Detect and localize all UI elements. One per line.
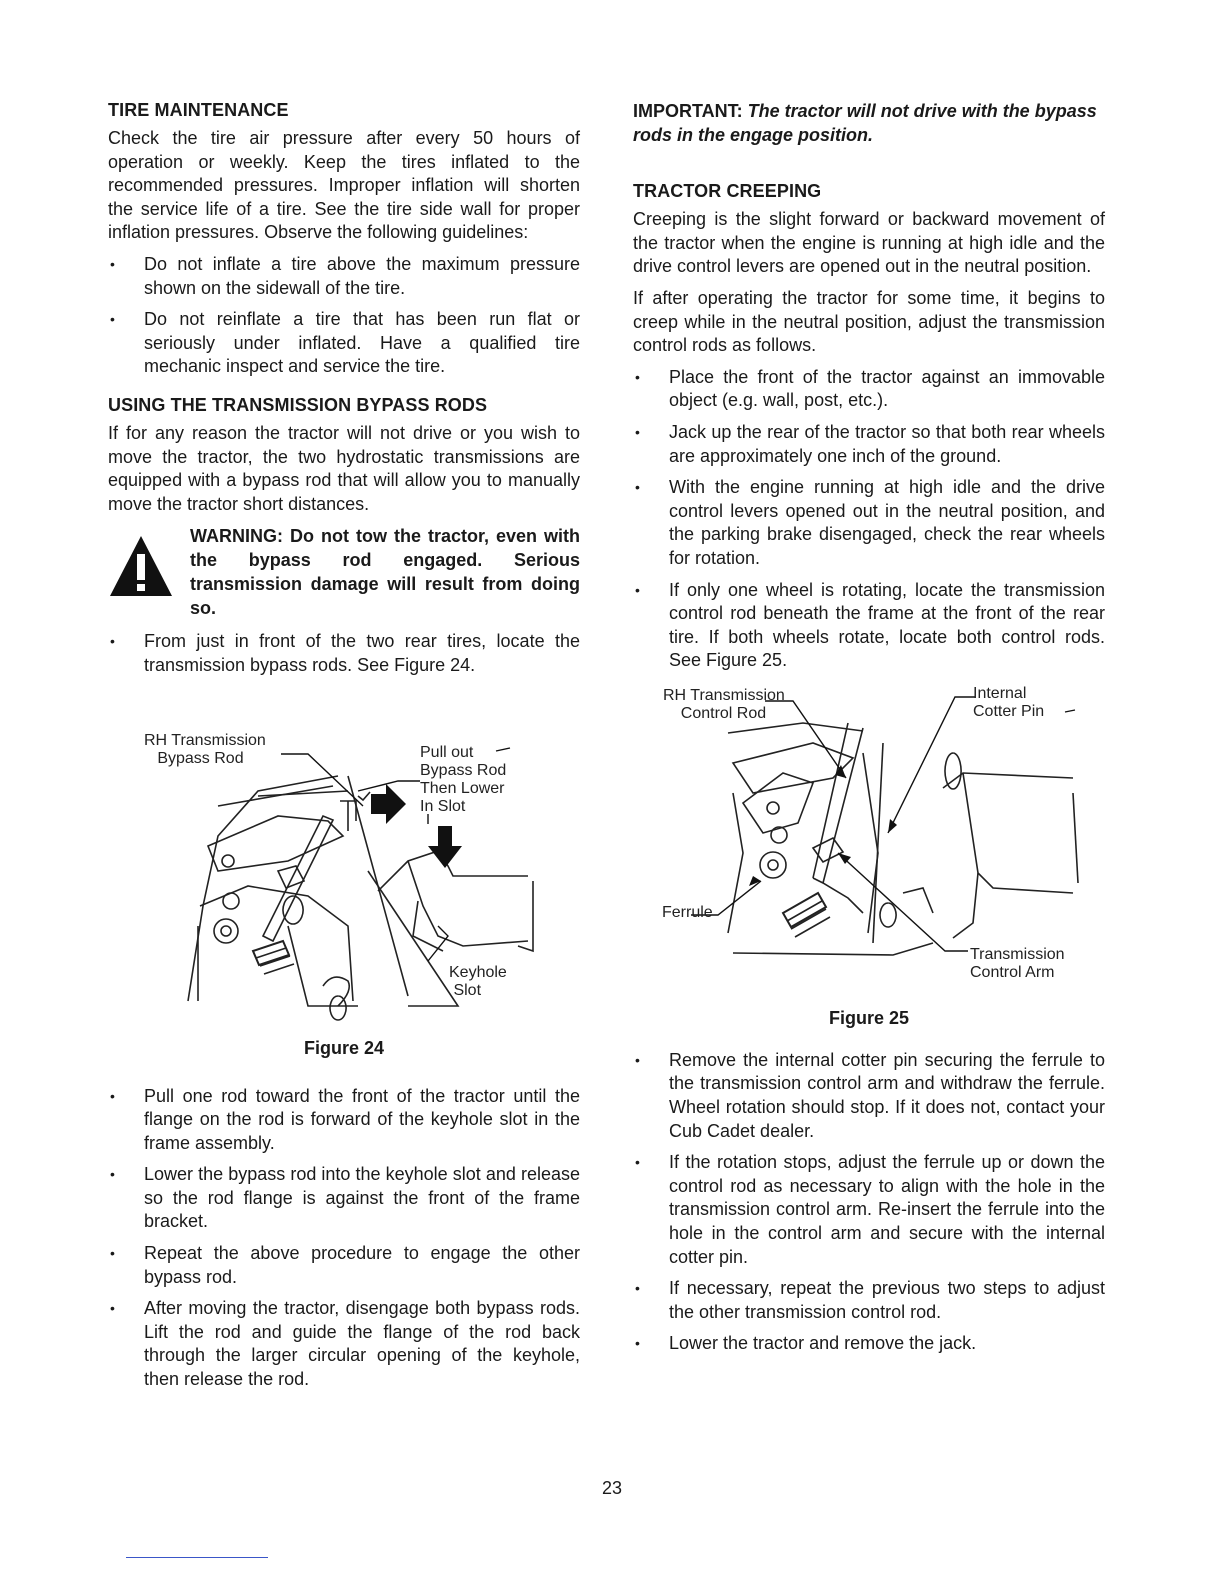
- list-item: • After moving the tractor, disengage both bypass rods. Lift the rod and guide the flange of the rod back through the larger circular opening of the keyhole, then release the rod.: [108, 1297, 580, 1391]
- creeping-adjust-paragraph: If after operating the tractor for some time, it begins to creep while in the neutral position, adjust the transmission control rods as follows.: [633, 287, 1105, 356]
- figure-25-caption: Figure 25: [828, 1007, 910, 1028]
- label-keyhole-slot: Keyhole Slot: [449, 963, 507, 999]
- warning-triangle-icon: [108, 524, 190, 620]
- tractor-creeping-heading: TRACTOR CREEPING: [633, 181, 822, 202]
- tire-bullet-list: [108, 253, 580, 379]
- list-item: • If necessary, repeat the previous two steps to adjust the other transmission control rod.: [633, 1277, 1105, 1324]
- important-note: [633, 100, 1105, 147]
- list-item: • With the engine running at high idle and the drive control levers opened out in the neutral position, and the parking brake disengaged, check the rear wheels for rotation.: [633, 476, 1105, 570]
- list-item: • If the rotation stops, adjust the ferrule up or down the control rod as necessary to align with the hole in the transmission control arm. Re-insert the ferrule into the hole in the control arm and secure with the internal cotter pin.: [633, 1151, 1105, 1269]
- list-item: • Do not inflate a tire above the maximum pressure shown on the sidewall of the tire.: [108, 253, 580, 300]
- list-item: • Place the front of the tractor against an immovable object (e.g. wall, post, etc.).: [633, 366, 1105, 413]
- figure-24-caption: Figure 24: [303, 1037, 385, 1058]
- label-rh-transmission-bypass-rod: RH Transmission Bypass Rod: [144, 731, 266, 767]
- list-item: • Remove the internal cotter pin securing the ferrule to the transmission control arm and withdraw the ferrule. Wheel rotation should stop. If it does not, contact your Cub Cadet dealer.: [633, 1049, 1105, 1143]
- tire-maintenance-heading: TIRE MAINTENANCE: [108, 100, 289, 120]
- creeping-definition-paragraph: Creeping is the slight forward or backward movement of the tractor when the engine is running at high idle and the drive control levers are opened out in the neutral position.: [633, 209, 1105, 277]
- figure-25: [633, 683, 1105, 983]
- list-item: • Pull one rod toward the front of the tractor until the flange on the rod is forward of the keyhole slot in the frame assembly.: [108, 1085, 580, 1156]
- tire-intro-paragraph: Check the tire air pressure after every 50 hours of operation or weekly. Keep the tires inflated to the recommended pressures. Improper inflation will shorten the service life of a tire. See the tire side wall for proper inflation pressures. Observe the following guidelines:: [108, 128, 580, 243]
- figure-25-illustration: [633, 683, 1105, 983]
- bypass-intro-paragraph: If for any reason the tractor will not drive or you wish to move the tractor, the two hydrostatic transmissions are equipped with a bypass rod that will allow you to manually move the tractor short distances.: [108, 422, 580, 514]
- list-item: • Lower the bypass rod into the keyhole slot and release so the rod flange is against the front of the frame bracket.: [108, 1163, 580, 1234]
- creeping-bullet-list: [633, 366, 1105, 673]
- figure-24: [108, 696, 580, 1026]
- right-column: [633, 100, 1105, 1364]
- list-item: • Jack up the rear of the tractor so that both rear wheels are approximately one inch of the ground.: [633, 421, 1105, 468]
- list-item: • Lower the tractor and remove the jack.: [633, 1332, 1105, 1356]
- footer-divider: [126, 1557, 268, 1558]
- label-internal-cotter-pin: Internal Cotter Pin: [973, 684, 1045, 720]
- locate-bullet-list: [108, 630, 580, 677]
- label-pull-out-bypass-rod: Pull out Bypass Rod Then Lower In Slot: [420, 743, 507, 815]
- bypass-rods-heading: USING THE TRANSMISSION BYPASS RODS: [108, 394, 488, 415]
- label-ferrule: Ferrule: [662, 903, 713, 921]
- list-item: • If only one wheel is rotating, locate the transmission control rod beneath the frame at the front of the rear tire. If both wheels rotate, locate both control rods. See Figure 25.: [633, 579, 1105, 673]
- list-item: • Do not reinflate a tire that has been run flat or seriously under inflated. Have a qualified tire mechanic inspect and service the tire.: [108, 308, 580, 379]
- list-item: • From just in front of the two rear tires, locate the transmission bypass rods. See Figure 24.: [108, 630, 580, 677]
- bypass-steps-list: [108, 1085, 580, 1392]
- warning-text: WARNING: Do not tow the tractor, even with the bypass rod engaged. Serious transmission damage will result from doing so.: [190, 526, 580, 619]
- ferrule-steps-list: [633, 1049, 1105, 1356]
- warning-block: [108, 524, 580, 620]
- left-column: [108, 100, 580, 1400]
- label-rh-transmission-control-rod: RH Transmission Control Rod: [663, 686, 785, 722]
- page-number: 23: [601, 1478, 623, 1498]
- important-label: IMPORTANT:: [633, 101, 743, 121]
- important-text: The tractor will not drive with the bypass rods in the engage position.: [633, 101, 1097, 145]
- label-transmission-control-arm: Transmission Control Arm: [970, 945, 1065, 981]
- list-item: • Repeat the above procedure to engage the other bypass rod.: [108, 1242, 580, 1289]
